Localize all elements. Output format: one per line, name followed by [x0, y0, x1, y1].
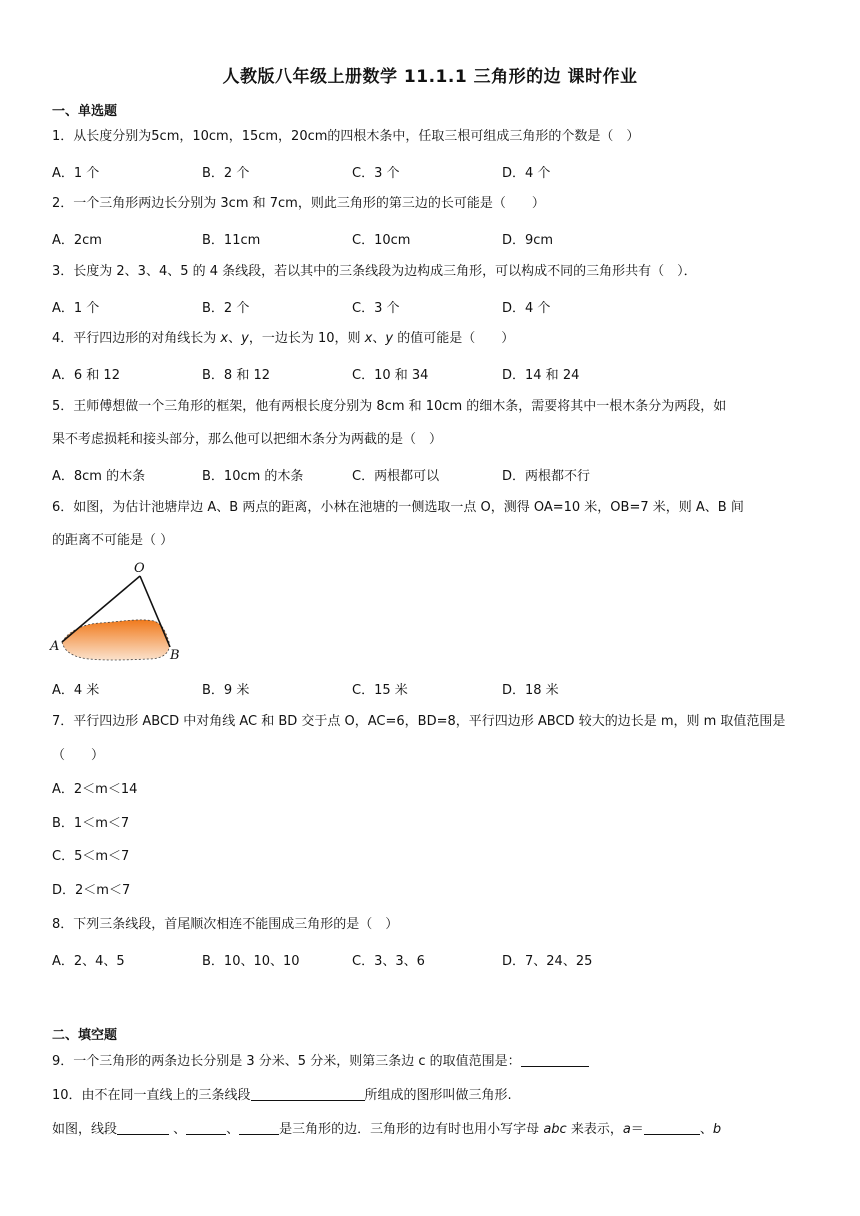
question-4-options: [52, 364, 812, 382]
question-7-option-d[interactable]: D．2＜m＜7: [52, 883, 131, 898]
question-10-var-abc: abc: [543, 1122, 567, 1137]
option-b[interactable]: B．2 个: [202, 301, 250, 316]
option-b[interactable]: B．9 米: [202, 683, 250, 698]
option-b[interactable]: B．10、10、10: [202, 954, 300, 969]
question-8-options: [52, 950, 812, 968]
page-title: 人教版八年级上册数学 11.1.1 三角形的边 课时作业: [222, 67, 638, 87]
question-10-text: 所组成的图形叫做三角形.: [364, 1088, 512, 1103]
q4-var-x: x: [364, 331, 373, 346]
question-10-line-1: [52, 1086, 812, 1105]
question-5-stem-line-2: 果不考虑损耗和接头部分，那么他可以把细木条分为两截的是（ ）: [52, 432, 443, 447]
question-10-text: 来表示，: [566, 1122, 623, 1137]
option-a[interactable]: A．6 和 12: [52, 368, 120, 383]
q4-sep: 、: [228, 331, 242, 346]
option-d[interactable]: D．4 个: [502, 301, 551, 316]
question-1-options: [52, 162, 812, 180]
question-6-options: [52, 679, 812, 697]
label-point-a: A: [50, 639, 60, 654]
answer-blank[interactable]: [644, 1120, 700, 1135]
question-10-text: 是三角形的边．三角形的边有时也用小写字母: [279, 1122, 544, 1137]
pond-shape: [62, 620, 169, 660]
question-7-option-b[interactable]: B．1＜m＜7: [52, 816, 130, 831]
question-5-options: [52, 465, 812, 483]
question-6-stem-line-2: 的距离不可能是（ ）: [52, 533, 174, 548]
option-a[interactable]: A．8cm 的木条: [52, 469, 146, 484]
question-10-text: 、: [699, 1122, 713, 1137]
question-7-option-c[interactable]: C．5＜m＜7: [52, 849, 130, 864]
answer-blank[interactable]: [117, 1120, 169, 1135]
option-a[interactable]: A．2、4、5: [52, 954, 125, 969]
answer-blank[interactable]: [186, 1120, 226, 1135]
q4-var-y: y: [385, 331, 394, 346]
option-c[interactable]: C．3、3、6: [352, 954, 425, 969]
option-d[interactable]: D．9cm: [502, 233, 554, 248]
q4-sep: 、: [372, 331, 386, 346]
option-d[interactable]: D．4 个: [502, 166, 551, 181]
question-10-text: 10．由不在同一直线上的三条线段: [52, 1088, 251, 1103]
question-3-stem: 3．长度为 2、3、4、5 的 4 条线段，若以其中的三条线段为边构成三角形，可以构成不同的三角形共有（ ）．: [52, 264, 697, 279]
question-10-line-2: [52, 1120, 812, 1139]
option-b[interactable]: B．11cm: [202, 233, 261, 248]
answer-blank[interactable]: [521, 1052, 589, 1067]
option-a[interactable]: A．1 个: [52, 166, 100, 181]
q4-stem-mid: ，一边长为 10，则: [248, 331, 365, 346]
question-10-var-a: a: [622, 1122, 631, 1137]
option-b[interactable]: B．2 个: [202, 166, 250, 181]
question-10-text: 、: [226, 1122, 240, 1137]
option-c[interactable]: C．两根都可以: [352, 469, 440, 484]
q4-var-x: x: [220, 331, 229, 346]
option-b[interactable]: B．10cm 的木条: [202, 469, 304, 484]
q4-var-y: y: [241, 331, 249, 346]
question-8-stem: 8．下列三条线段，首尾顺次相连不能围成三角形的是（ ）: [52, 917, 399, 932]
option-a[interactable]: A．2cm: [52, 233, 102, 248]
option-c[interactable]: C．15 米: [352, 683, 408, 698]
pond-figure: [48, 558, 198, 668]
section-heading-single-choice: 一、单选题: [52, 104, 118, 119]
question-10-text: 如图，线段: [52, 1122, 118, 1137]
option-a[interactable]: A．1 个: [52, 301, 100, 316]
option-d[interactable]: D．两根都不行: [502, 469, 591, 484]
option-c[interactable]: C．3 个: [352, 166, 400, 181]
question-2-options: [52, 229, 812, 247]
question-3-options: [52, 297, 812, 315]
question-9-stem: 9．一个三角形的两条边长分别是 3 分米、5 分米，则第三条边 c 的取值范围是：: [52, 1054, 521, 1069]
question-10-text: 、: [169, 1122, 187, 1137]
question-1-stem: 1．从长度分别为5cm，10cm，15cm，20cm的四根木条中，任取三根可组成三角形的个数是（ ）: [52, 129, 640, 144]
question-6-stem-line-1: 6．如图，为估计池塘岸边 A、B 两点的距离，小林在池塘的一侧选取一点 O，测得 OA=10 米，OB=7 米，则 A、B 间: [52, 500, 744, 515]
answer-blank[interactable]: [239, 1120, 279, 1135]
answer-blank[interactable]: [251, 1086, 365, 1101]
question-4-stem: [52, 330, 812, 348]
section-heading-fill-in: 二、填空题: [52, 1028, 118, 1043]
option-c[interactable]: C．10cm: [352, 233, 411, 248]
option-c[interactable]: C．3 个: [352, 301, 400, 316]
option-d[interactable]: D．7、24、25: [502, 954, 593, 969]
question-7-option-a[interactable]: A．2＜m＜14: [52, 782, 138, 797]
option-d[interactable]: D．14 和 24: [502, 368, 580, 383]
question-9: [52, 1052, 812, 1071]
option-b[interactable]: B．8 和 12: [202, 368, 270, 383]
q4-stem-post: 的值可能是（ ）: [393, 331, 515, 346]
option-d[interactable]: D．18 米: [502, 683, 559, 698]
q4-stem-pre: 4．平行四边形的对角线长为: [52, 331, 221, 346]
option-a[interactable]: A．4 米: [52, 683, 100, 698]
question-10-text: ＝: [630, 1122, 644, 1137]
question-5-stem-line-1: 5．王师傅想做一个三角形的框架，他有两根长度分别为 8cm 和 10cm 的细木条，需要将其中一根木条分为两段，如: [52, 399, 727, 414]
question-7-stem-line-1: 7．平行四边形 ABCD 中对角线 AC 和 BD 交于点 O，AC=6，BD=8，平行四边形 ABCD 较大的边长是 m，则 m 取值范围是: [52, 714, 786, 729]
question-2-stem: 2．一个三角形两边长分别为 3cm 和 7cm，则此三角形的第三边的长可能是（ ）: [52, 196, 545, 211]
question-7-stem-line-2: （ ）: [52, 748, 105, 763]
label-point-b: B: [170, 648, 180, 663]
option-c[interactable]: C．10 和 34: [352, 368, 429, 383]
label-point-o: O: [134, 561, 145, 576]
question-10-var-b: b: [712, 1122, 722, 1137]
